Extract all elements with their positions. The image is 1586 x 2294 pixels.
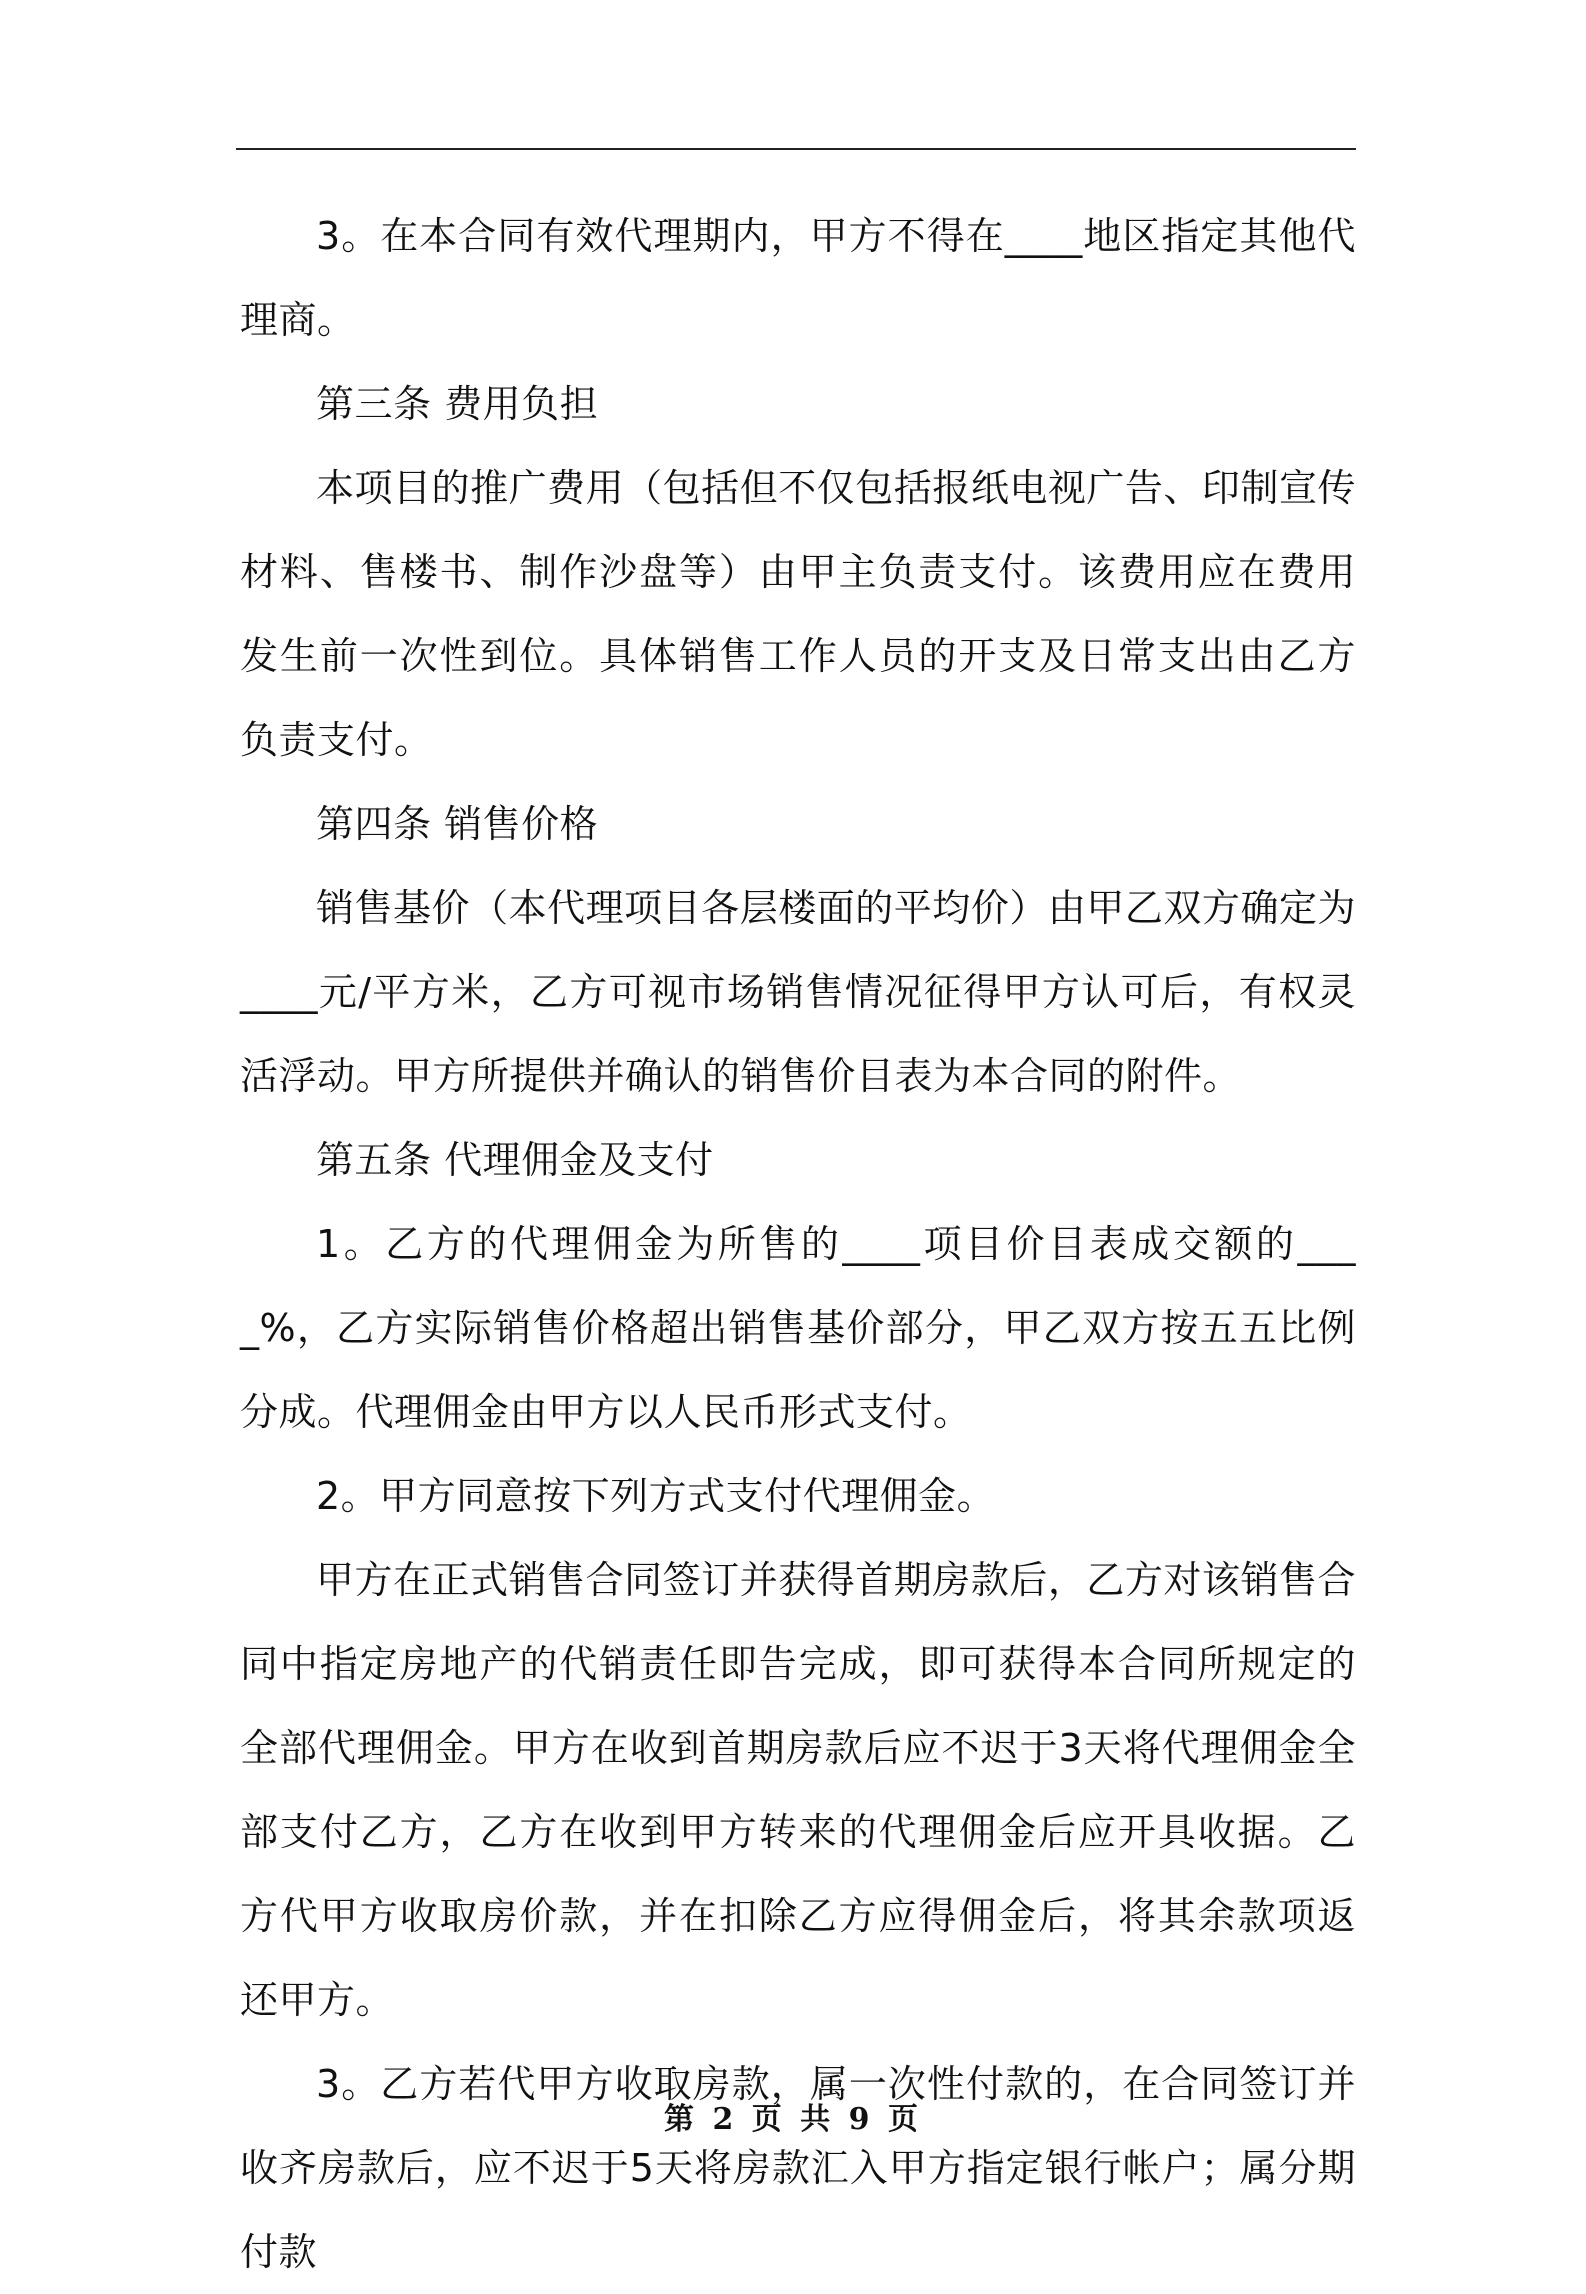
heading-article-3: 第三条 费用负担 — [316, 382, 599, 426]
paragraph-clause-5-3: 3。乙方若代甲方收取房款，属一次性付款的，在合同签订并收齐房款后，应不迟于5天将房款汇入甲方指定银行帐户；属分期付款 — [240, 2062, 1356, 2274]
paragraph-article-3: 本项目的推广费用（包括但不仅包括报纸电视广告、印制宣传材料、售楼书、制作沙盘等）由甲主负责支付。该费用应在费用发生前一次性到位。具体销售工作人员的开支及日常支出由乙方负责支付。 — [240, 466, 1356, 762]
page-number: 第 2 页 共 9 页 — [664, 2102, 922, 2137]
paragraph-clause-2-3: 3。在本合同有效代理期内，甲方不得在____地区指定其他代理商。 — [240, 214, 1356, 342]
paragraph-clause-5-2: 2。甲方同意按下列方式支付代理佣金。 — [316, 1474, 996, 1518]
paragraph-clause-5-2-detail: 甲方在正式销售合同签订并获得首期房款后，乙方对该销售合同中指定房地产的代销责任即告完成，即可获得本合同所规定的全部代理佣金。甲方在收到首期房款后应不迟于3天将代理佣金全部支付乙方，乙方在收到甲方转来的代理佣金后应开具收据。乙方代甲方收取房价款，并在扣除乙方应得佣金后，将其余款项返还甲方。 — [240, 1558, 1356, 2022]
paragraph-article-4: 销售基价（本代理项目各层楼面的平均价）由甲乙双方确定为____元/平方米，乙方可视市场销售情况征得甲方认可后，有权灵活浮动。甲方所提供并确认的销售价目表为本合同的附件。 — [240, 886, 1356, 1098]
document-body — [240, 194, 1356, 2294]
paragraph-clause-5-1: 1。乙方的代理佣金为所售的____项目价目表成交额的____%，乙方实际销售价格超出销售基价部分，甲乙双方按五五比例分成。代理佣金由甲方以人民币形式支付。 — [240, 1222, 1356, 1434]
header-divider — [236, 148, 1356, 150]
heading-article-5: 第五条 代理佣金及支付 — [316, 1138, 714, 1182]
heading-article-4: 第四条 销售价格 — [316, 802, 599, 846]
